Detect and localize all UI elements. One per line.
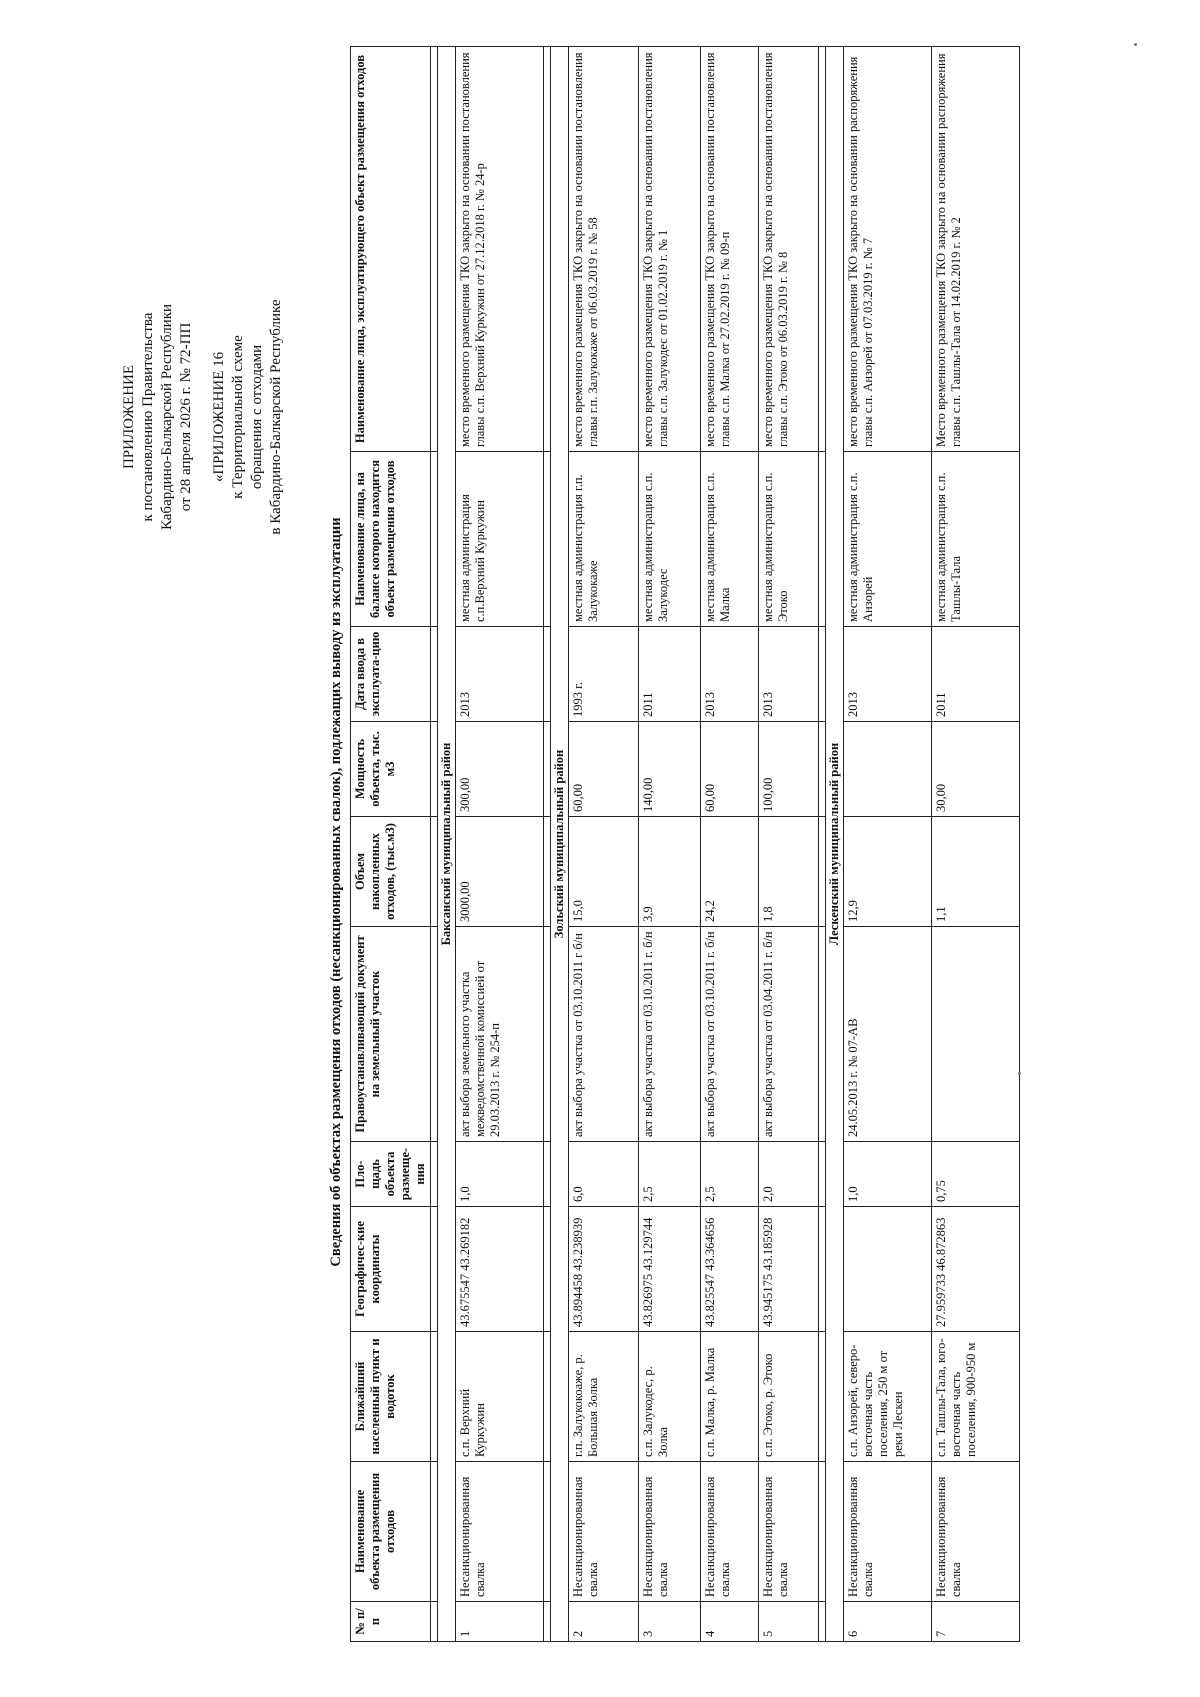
cell-num: 7 (932, 1602, 1020, 1642)
spacer-cell (819, 1332, 826, 1462)
district-name: Лескенский муниципальный район (826, 47, 844, 1642)
spacer-cell (819, 452, 826, 627)
column-header: Объем накопленных отходов, (тыс.м3) (351, 817, 431, 927)
cell-area: 1,0 (844, 1142, 932, 1207)
column-header: Наименование лица, на балансе которого находится объект размещения отходов (351, 452, 431, 627)
spacer-cell (431, 1602, 438, 1642)
cell-capacity: 30,00 (932, 722, 1020, 817)
column-header: Пло-щадь объекта размеще-ния (351, 1142, 431, 1207)
cell-balance: местная администрация с.п. Залукодес (639, 452, 701, 627)
header-line: ПРИЛОЖЕНИЕ (121, 364, 137, 470)
cell-area: 2,5 (701, 1142, 759, 1207)
cell-balance: местная администрация с.п.Верхний Куркужин (456, 452, 544, 627)
cell-area: 2,5 (639, 1142, 701, 1207)
spacer-cell (431, 927, 438, 1142)
table-row (844, 47, 932, 1642)
cell-settlement: с.п. Залукодес, р. Золка (639, 1332, 701, 1462)
annex-line: в Кабардино-Балкарской Республике (268, 299, 284, 535)
table-row (759, 47, 819, 1642)
spacer-row (431, 47, 438, 1642)
table-row (639, 47, 701, 1642)
cell-num: 5 (759, 1602, 819, 1642)
spacer-cell (544, 927, 551, 1142)
cell-settlement: с.п. Этоко, р. Этоко (759, 1332, 819, 1462)
district-row (551, 47, 569, 1642)
table-body (431, 47, 1020, 1642)
cell-coords: 43.825547 43.364656 (701, 1207, 759, 1332)
cell-balance: местная администрация с.п. Ташлы-Тала (932, 452, 1020, 627)
cell-volume: 24,2 (701, 817, 759, 927)
spacer-cell (544, 1462, 551, 1602)
cell-date: 2011 (639, 627, 701, 722)
district-name: Баксанский муниципальный район (438, 47, 456, 1642)
column-header: № п/п (351, 1602, 431, 1642)
cell-date: 2011 (932, 627, 1020, 722)
annex-line: к Территориальной схеме (230, 335, 246, 499)
cell-coords: 43.826975 43.129744 (639, 1207, 701, 1332)
header-line: Кабардино-Балкарской Республики (159, 303, 175, 531)
cell-object: Несанкционированная свалка (701, 1462, 759, 1602)
spacer-cell (819, 927, 826, 1142)
cell-object: Несанкционированная свалка (844, 1462, 932, 1602)
district-row (438, 47, 456, 1642)
cell-object: Несанкционированная свалка (569, 1462, 639, 1602)
annex-header (210, 217, 286, 617)
cell-balance: местная администрация с.п. Этоко (759, 452, 819, 627)
spacer-cell (819, 1207, 826, 1332)
spacer-cell (431, 722, 438, 817)
cell-coords: 43.894458 43.238939 (569, 1207, 639, 1332)
cell-date: 1993 г. (569, 627, 639, 722)
annex-line: «ПРИЛОЖЕНИЕ 16 (211, 351, 227, 483)
cell-capacity: 100,00 (759, 722, 819, 817)
cell-date: 2013 (844, 627, 932, 722)
cell-date: 2013 (759, 627, 819, 722)
table-row (932, 47, 1020, 1642)
cell-date: 2013 (701, 627, 759, 722)
spacer-cell (544, 452, 551, 627)
cell-coords: 43.675547 43.269182 (456, 1207, 544, 1332)
spacer-cell (544, 1332, 551, 1462)
cell-coords (844, 1207, 932, 1332)
column-header: Географичес-кие координаты (351, 1207, 431, 1332)
spacer-cell (819, 1462, 826, 1602)
table-row (456, 47, 544, 1642)
cell-balance: местная администрация с.п. Малка (701, 452, 759, 627)
cell-document: акт выбора участка от 03.10.2011 г. б/н (701, 927, 759, 1142)
column-header: Ближайший населенный пункт и водоток (351, 1332, 431, 1462)
cell-capacity: 60,00 (701, 722, 759, 817)
cell-capacity (844, 722, 932, 817)
scan-speck (1134, 43, 1137, 46)
spacer-cell (544, 1142, 551, 1207)
cell-volume: 12,9 (844, 817, 932, 927)
cell-volume: 1,8 (759, 817, 819, 927)
cell-operator: Место временного размещения ТКО закрыто на основании распоряжения главы с.п. Ташлы-Тала от 14.02.2019 г. № 2 (932, 47, 1020, 452)
cell-coords: 27.959733 46.872863 (932, 1207, 1020, 1332)
cell-operator: место временного размещения ТКО закрыто на основании постановления главы с.п. Малка от 27.02.2019 г. № 09-п (701, 47, 759, 452)
cell-coords: 43.945175 43.185928 (759, 1207, 819, 1332)
spacer-cell (544, 47, 551, 452)
spacer-row (544, 47, 551, 1642)
cell-object: Несанкционированная свалка (639, 1462, 701, 1602)
cell-volume: 1,1 (932, 817, 1020, 927)
column-header: Наименование лица, эксплуатирующего объект размещения отходов (351, 47, 431, 452)
cell-object: Несанкционированная свалка (932, 1462, 1020, 1602)
spacer-cell (544, 1207, 551, 1332)
header-line: к постановлению Правительства (140, 312, 156, 522)
spacer-cell (544, 627, 551, 722)
table-row (569, 47, 639, 1642)
cell-object: Несанкционированная свалка (759, 1462, 819, 1602)
spacer-cell (819, 47, 826, 452)
cell-object: Несанкционированная свалка (456, 1462, 544, 1602)
column-header: Наименование объекта размещения отходов (351, 1462, 431, 1602)
spacer-cell (431, 1332, 438, 1462)
cell-num: 3 (639, 1602, 701, 1642)
cell-volume: 15,0 (569, 817, 639, 927)
spacer-cell (819, 817, 826, 927)
spacer-cell (431, 1142, 438, 1207)
table-row (701, 47, 759, 1642)
waste-sites-table (350, 46, 1020, 1642)
cell-settlement: г.п. Залукокоаже, р. Большая Золка (569, 1332, 639, 1462)
cell-area: 2,0 (759, 1142, 819, 1207)
cell-num: 4 (701, 1602, 759, 1642)
cell-document: 24.05.2013 г. № 07-АВ (844, 927, 932, 1142)
table-header-row (351, 47, 431, 1642)
cell-document (932, 927, 1020, 1142)
cell-document: акт выбора участка от 03.04.2011 г. б/н (759, 927, 819, 1142)
cell-date: 2013 (456, 627, 544, 722)
district-name: Зольский муниципальный район (551, 47, 569, 1642)
cell-volume: 3000,00 (456, 817, 544, 927)
cell-area: 1,0 (456, 1142, 544, 1207)
cell-operator: место временного размещения ТКО закрыто на основании постановления главы с.п. Верхний Куркужин от 27.12.2018 г. № 24-р (456, 47, 544, 452)
cell-operator: место временного размещения ТКО закрыто на основании постановления главы с.п. Этоко от 06.03.2019 г. № 8 (759, 47, 819, 452)
column-header: Правоустанавливающий документ на земельный участок (351, 927, 431, 1142)
column-header: Дата ввода в эксплуата-цию (351, 627, 431, 722)
cell-document: акт выбора участка от 03.10.2011 г. б/н (639, 927, 701, 1142)
cell-volume: 3,9 (639, 817, 701, 927)
spacer-cell (431, 627, 438, 722)
cell-settlement: с.п. Ташлы-Тала, юго-восточная часть поселения, 900-950 м (932, 1332, 1020, 1462)
spacer-row (819, 47, 826, 1642)
spacer-cell (544, 817, 551, 927)
spacer-cell (819, 1602, 826, 1642)
spacer-cell (819, 627, 826, 722)
spacer-cell (819, 1142, 826, 1207)
spacer-cell (544, 722, 551, 817)
cell-num: 1 (456, 1602, 544, 1642)
cell-operator: место временного размещения ТКО закрыто на основании постановления главы с.п. Залукодес от 01.02.2019 г. № 1 (639, 47, 701, 452)
cell-area: 0,75 (932, 1142, 1020, 1207)
cell-document: акт выбора земельного участка межведомственной комиссией от 29.03.2013 г. № 254-п (456, 927, 544, 1142)
column-header: Мощность объекта, тыс. м3 (351, 722, 431, 817)
cell-balance: местная администрация г.п. Залукокаже (569, 452, 639, 627)
cell-balance: местная администрация с.п. Анзорей (844, 452, 932, 627)
annex-line: обращения с отходами (249, 344, 265, 490)
cell-document: акт выбора участка от 03.10.2011 г б/н (569, 927, 639, 1142)
approval-header (120, 217, 196, 617)
district-row (826, 47, 844, 1642)
spacer-cell (431, 817, 438, 927)
spacer-cell (819, 722, 826, 817)
cell-num: 6 (844, 1602, 932, 1642)
spacer-cell (431, 452, 438, 627)
spacer-cell (544, 1602, 551, 1642)
spacer-cell (431, 47, 438, 452)
cell-capacity: 300,00 (456, 722, 544, 817)
cell-capacity: 60,00 (569, 722, 639, 817)
cell-settlement: с.п. Анзорей, северо-восточная часть поселения, 250 м от реки Лескен (844, 1332, 932, 1462)
cell-num: 2 (569, 1602, 639, 1642)
header-line: от 28 апреля 2026 г. № 72-ПП (178, 322, 194, 512)
cell-settlement: с.п. Малка, р. Малка (701, 1332, 759, 1462)
scan-speck (1018, 1072, 1021, 1075)
spacer-cell (431, 1207, 438, 1332)
cell-operator: место временного размещения ТКО закрыто на основании распоряжения главы с.п. Анзорей от 07.03.2019 г. № 7 (844, 47, 932, 452)
cell-capacity: 140,00 (639, 722, 701, 817)
cell-area: 6,0 (569, 1142, 639, 1207)
document-title: Сведения об объектах размещения отходов (несанкционированных свалок), подлежащих выводу из эксплуатации (328, 517, 344, 1267)
cell-settlement: с.п. Верхний Куркужин (456, 1332, 544, 1462)
cell-operator: место временного размещения ТКО закрыто на основании постановления главы г.п. Залукокаже от 06.03.2019 г. № 58 (569, 47, 639, 452)
spacer-cell (431, 1462, 438, 1602)
